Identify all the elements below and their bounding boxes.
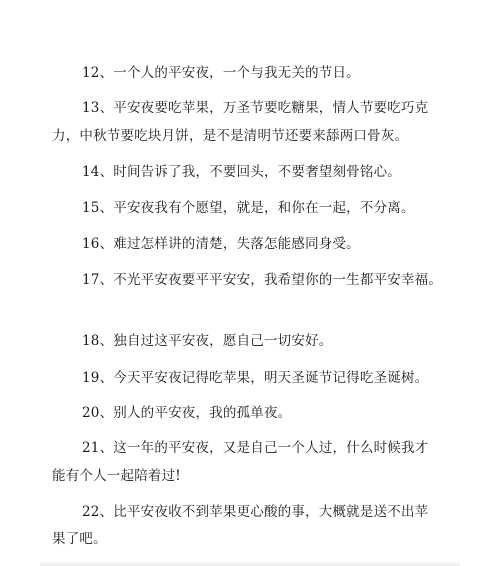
paragraph-21-line-2: 能有个人一起陪着过! (52, 468, 181, 484)
paragraph-15: 15、平安夜我有个愿望，就是，和你在一起，不分离。 (82, 200, 415, 216)
paragraph-17: 17、不光平安夜要平平安安，我希望你的一生都平安幸福。 (82, 272, 443, 288)
paragraph-16: 16、难过怎样讲的清楚，失落怎能感同身受。 (82, 236, 360, 252)
paragraph-19: 19、今天平安夜记得吃苹果，明天圣诞节记得吃圣诞树。 (82, 370, 429, 386)
paragraph-22-line-1: 22、比平安夜收不到苹果更心酸的事，大概就是送不出苹 (82, 504, 429, 520)
paragraph-13-line-2: 力，中秋节要吃块月饼，是不是清明节还要来舔两口骨灰。 (52, 128, 409, 144)
paragraph-20: 20、别人的平安夜，我的孤单夜。 (82, 405, 292, 421)
paragraph-18: 18、独自过这平安夜，愿自己一切安好。 (82, 333, 333, 349)
page-bottom-edge (40, 560, 460, 566)
paragraph-12: 12、一个人的平安夜，一个与我无关的节日。 (82, 65, 360, 81)
paragraph-14: 14、时间告诉了我，不要回头，不要奢望刻骨铭心。 (82, 164, 401, 180)
paragraph-21-line-1: 21、这一年的平安夜，又是自己一个人过，什么时候我才 (82, 440, 429, 456)
paragraph-22-line-2: 果了吧。 (52, 531, 107, 547)
paragraph-13-line-1: 13、平安夜要吃苹果，万圣节要吃糖果，情人节要吃巧克 (82, 100, 429, 116)
